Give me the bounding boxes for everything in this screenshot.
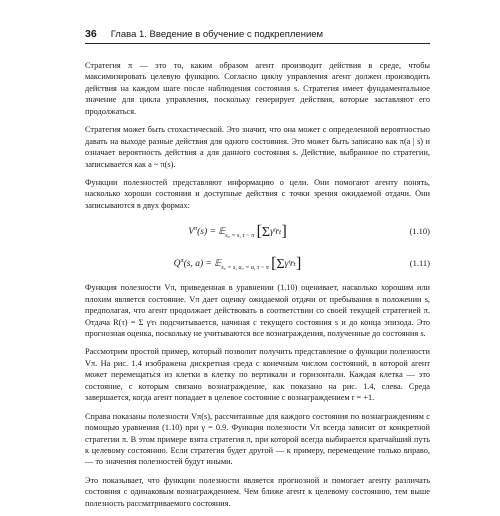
page-body — [85, 60, 430, 509]
equation-number: (1.11) — [409, 258, 430, 269]
paragraph: Справа показаны полезности Vπ(s), рассчитанные для каждого состояния по вознаграждениям с помощью уравнения (1.10) при γ = 0.9. Функция полезности Vπ всегда зависит от конкретной стратегии π. В этом примере взята стратегия π, при которой всегда выбирается кратчайший путь к целевому состоянию. Если стратегия будет другой — к примеру, перемещение только вправо, — то значения полезностей будут иными. — [85, 411, 430, 467]
page-header — [85, 28, 430, 44]
paragraph: Функции полезностей представляют информацию о цели. Они помогают агенту понять, насколько хороши состояния и доступные действия с точки зрения ожидаемой отдачи. Они записываются в двух формах: — [85, 177, 430, 210]
paragraph: Это показывает, что функции полезности является прогнозной и помогает агенту различать состояния с одинаковым вознаграждением. Чем ближе агент к целевому состоянию, тем выше полезность рассматриваемого состояния. — [85, 475, 430, 508]
paragraph: Стратегия может быть стохастической. Это значит, что она может с определенной вероятностью давать на выходе разные действия для одного состояния. Это может быть записано как π(a | s) и означает вероятность действия a для данного состояния s. Действие, выбранное по стратегии, записывается как a ~ π(s). — [85, 125, 430, 169]
book-page — [85, 28, 430, 516]
paragraph: Функция полезности Vπ, приведенная в уравнении (1.10) оценивает, насколько хорошим или плохим является состояние. Vπ дает оценку ожидаемой отдачи от пребывания в положении s, предполагая, что агент продолжает действовать в соответствии со своей текущей стратегией π. Отдача R(τ) = Σ γᵗrₜ подсчитывается, начиная с текущего состояния s и до конца эпизода. Это прогнозная оценка, поскольку не учитываются все вознаграждения, полученные до состояния s. — [85, 283, 430, 338]
chapter-title: Глава 1. Введение в обучение с подкреплением — [110, 29, 324, 40]
page-number: 36 — [85, 28, 97, 40]
equation-q-function: $Q^\pi(s$, a) = 𝔼$_{s_0 = s, a_0 = a, \tau \sim \pi}$ [Σγᵗrₜ] (1.11) — [173, 255, 430, 273]
equation-value-function: $V^\pi(s)$ = 𝔼$_{s_0 = s, \tau \sim \pi}$ [Σγᵗrₜ] (1.10) — [188, 223, 430, 241]
paragraph: Стратегия π — это то, каким образом агент производит действия в среде, чтобы максимизировать целевую функцию. Согласно циклу управления агент должен производить действия на каждом шаге после наблюдения состояния s. Стратегия имеет фундаментальное значение для цикла управления, поскольку генерирует действия, которые заставляют его продолжаться. — [85, 61, 430, 116]
equation-number: (1.10) — [409, 226, 430, 237]
paragraph: Рассмотрим простой пример, который позволит получить представление о функции полезности Vπ. На рис. 1.4 изображена дискретная среда с конечным числом состояний, в которой агент может перемещаться из клетки в клетку по вертикали и горизонтали. Каждая клетка — это состояние, с которым связано вознаграждение, как показано на рис. 1.4, слева. Среда завершается, когда агент попадает в целевое состояние с вознаграждением r = +1. — [85, 347, 430, 403]
